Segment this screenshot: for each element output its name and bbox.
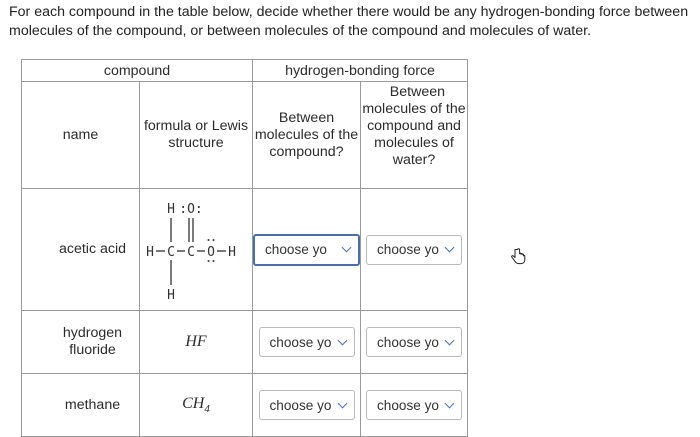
- chevron-down-icon: [342, 243, 352, 253]
- hbond-compound-cell: [253, 189, 361, 311]
- hbond-compound-cell: [253, 311, 361, 374]
- chevron-down-icon: [337, 335, 347, 345]
- between-water-label-4: molecules of: [374, 135, 454, 151]
- hbond-water-cell: [361, 311, 468, 374]
- hbond-water-select[interactable]: [366, 327, 462, 357]
- between-water-label-3: compound and: [367, 118, 461, 134]
- hbond-compound-select[interactable]: [253, 234, 360, 266]
- chevron-down-icon: [445, 243, 455, 253]
- compound-name-cell: [22, 311, 140, 374]
- formula-cell: [140, 311, 253, 374]
- formula-ch-part: CH: [182, 394, 205, 412]
- lewis-c2: C: [187, 245, 195, 260]
- formula-cell: [140, 374, 253, 437]
- hand-pointer-icon: [508, 247, 528, 267]
- formula-col-label-2: structure: [168, 135, 224, 151]
- between-water-col-header: [361, 82, 468, 189]
- chevron-down-icon: [445, 335, 455, 345]
- hbond-compound-cell: [253, 374, 361, 437]
- between-water-label-2: molecules of the: [362, 101, 466, 117]
- chevron-down-icon: [337, 398, 347, 408]
- name-col-label: name: [62, 126, 99, 143]
- chevron-down-icon: [445, 398, 455, 408]
- hbond-group-label: hydrogen-bonding force: [285, 62, 435, 79]
- hbond-compound-select[interactable]: [259, 390, 355, 420]
- hbond-compound-select[interactable]: [259, 327, 355, 357]
- name-col-header: [22, 82, 140, 189]
- question-line-1: For each compound in the table below, decide whether there would be any hydrogen-bonding force between: [9, 4, 689, 20]
- between-compound-col-header: [253, 82, 361, 189]
- compound-name: acetic acid: [58, 241, 127, 257]
- select-value: choose yo: [269, 397, 332, 413]
- lewis-bottom-h: H: [167, 288, 175, 303]
- compound-name-line-1: hydrogen: [62, 325, 123, 341]
- lewis-h-left: H: [146, 245, 154, 260]
- select-value: choose yo: [377, 334, 439, 350]
- formula-col-header: [140, 82, 253, 189]
- select-value: choose yo: [265, 242, 327, 257]
- question-text: [9, 3, 695, 41]
- lewis-o: O: [207, 245, 215, 260]
- formula-subscript: 4: [204, 403, 210, 416]
- select-value: choose yo: [269, 334, 332, 350]
- table-row: [22, 189, 468, 311]
- lewis-top-h: H: [167, 202, 175, 217]
- between-water-label-1: Between: [389, 84, 445, 100]
- lewis-structure-cell: [140, 189, 253, 311]
- compound-group-header: [22, 60, 253, 82]
- compound-name-cell: [22, 374, 140, 437]
- formula-text: [182, 394, 210, 416]
- hbond-group-header: [253, 60, 468, 82]
- acetic-acid-lewis-structure: [140, 189, 252, 310]
- compound-name: methane: [64, 396, 121, 413]
- lewis-h-right: H: [228, 245, 236, 260]
- compound-name-cell: [22, 189, 140, 311]
- between-compound-label-2: molecules of the: [254, 127, 359, 143]
- hbond-water-select[interactable]: [366, 235, 462, 265]
- between-water-label-5: water?: [392, 152, 436, 168]
- lewis-top-o: :O:: [179, 202, 203, 217]
- question-line-2: molecules of the compound, or between molecules of the compound and molecules of water.: [9, 23, 592, 39]
- select-value: choose yo: [377, 397, 439, 413]
- lewis-c1: C: [167, 245, 175, 260]
- between-compound-label-1: Between: [278, 110, 335, 126]
- compound-name-line-2: fluoride: [69, 342, 116, 358]
- hbond-water-select[interactable]: [366, 390, 462, 420]
- between-compound-label-3: compound?: [269, 144, 344, 160]
- table-row: [22, 374, 468, 437]
- compound-table: [21, 59, 468, 437]
- formula-col-label-1: formula or Lewis: [143, 118, 249, 134]
- hbond-water-cell: [361, 374, 468, 437]
- table-row: [22, 311, 468, 374]
- select-value: choose yo: [377, 242, 439, 257]
- compound-group-label: compound: [103, 62, 171, 79]
- hbond-water-cell: [361, 189, 468, 311]
- formula-text: HF: [185, 333, 207, 350]
